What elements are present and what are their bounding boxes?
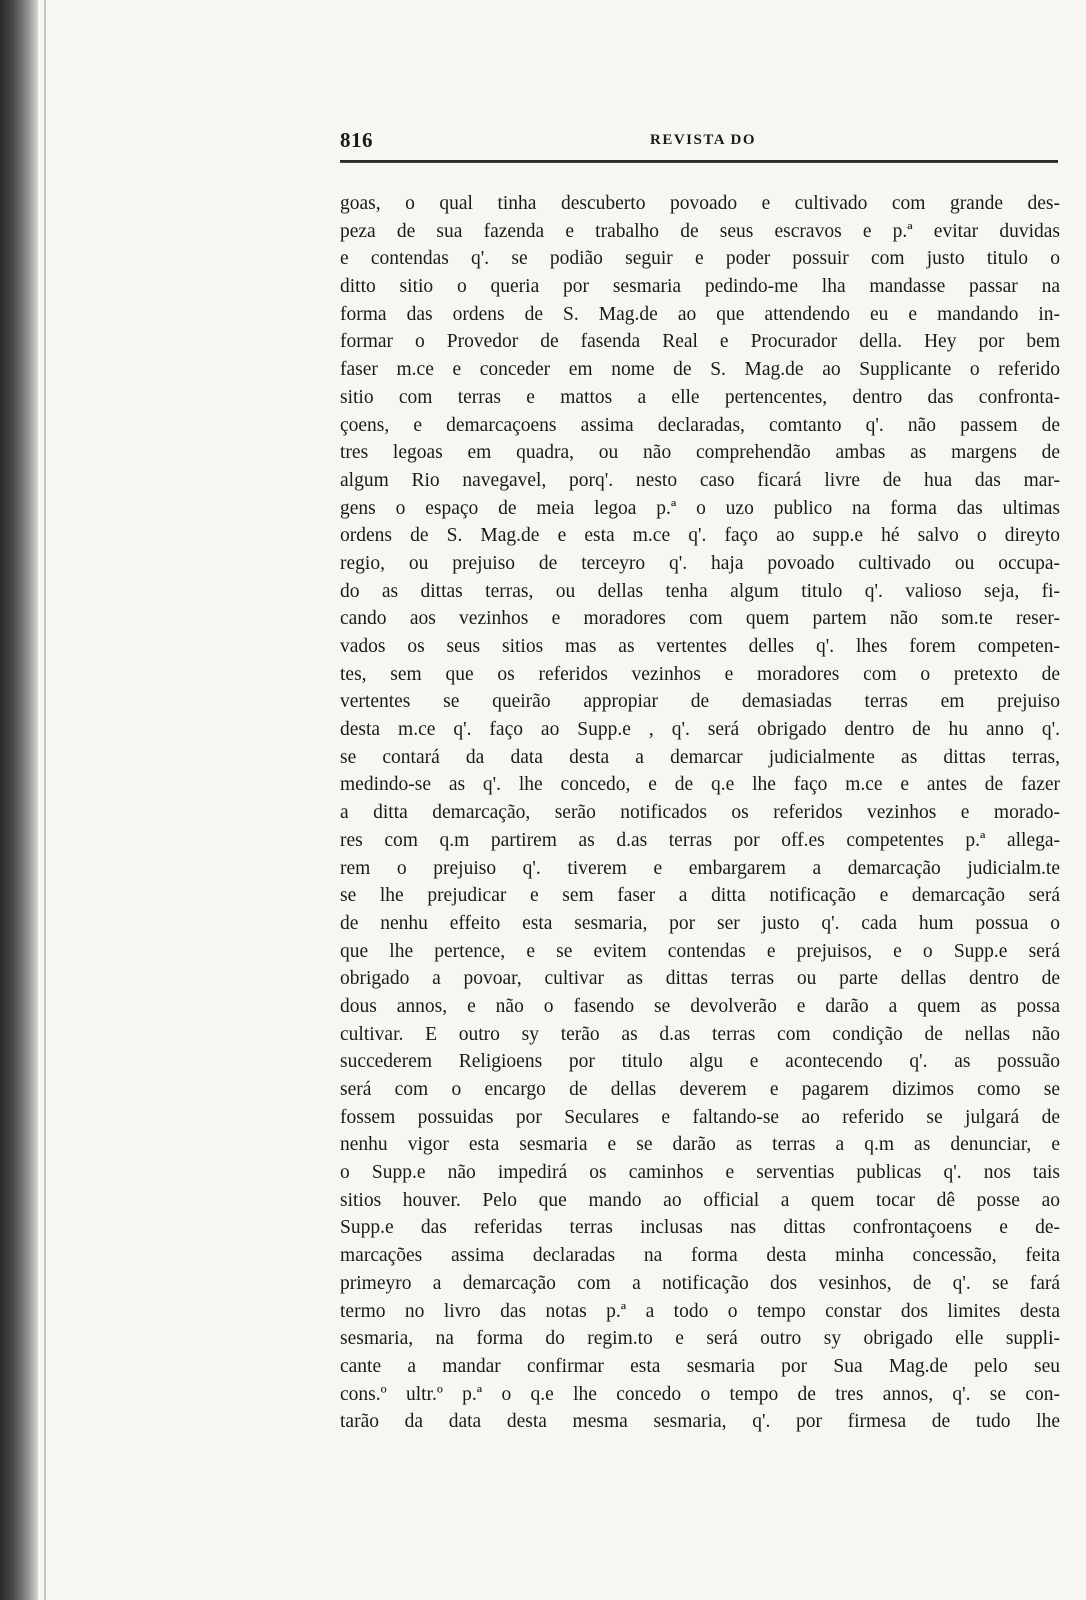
text-line: será com o encargo de dellas deverem e pagarem dizimos como se	[340, 1079, 1060, 1100]
text-line: vertentes se queirão appropiar de demasiadas terras em prejuiso	[340, 691, 1060, 713]
text-line: se contará da data desta a demarcar judicialmente as dittas terras,	[340, 746, 1060, 768]
text-line: formar o Provedor de fasenda Real e Procurador della. Hey por bem	[340, 331, 1060, 353]
text-line: do as dittas terras, ou dellas tenha algum titulo q'. valioso seja, fi-	[340, 580, 1060, 602]
text-line: vados os seus sitios mas as vertentes delles q'. lhes forem competen-	[340, 636, 1060, 657]
text-line: tres legoas em quadra, ou não comprehendão ambas as margens de	[340, 442, 1060, 464]
text-line: termo no livro das notas p.ª a todo o tempo constar dos limites desta	[340, 1300, 1060, 1322]
text-line: cons.º ultr.º p.ª o q.e lhe concedo o tempo de tres annos, q'. se con-	[340, 1383, 1060, 1405]
body-text	[340, 190, 1060, 1436]
text-line: desta m.ce q'. faço ao Supp.e , q'. será obrigado dentro de hu anno q'.	[340, 719, 1060, 741]
text-line: sitio com terras e mattos a elle pertencentes, dentro das confronta-	[340, 386, 1060, 408]
text-line: nenhu vigor esta sesmaria e se darão as terras a q.m as denunciar, e	[340, 1134, 1060, 1156]
text-line: medindo-se as q'. lhe concedo, e de q.e lhe faço m.ce e antes de fazer	[340, 774, 1060, 796]
text-line: marcações assima declaradas na forma desta minha concessão, feita	[340, 1245, 1060, 1267]
text-line: dous annos, e não o fasendo se devolverão e darão a quem as possa	[340, 995, 1060, 1017]
text-line: tes, sem que os referidos vezinhos e moradores com o pretexto de	[340, 663, 1060, 685]
text-line: goas, o qual tinha descuberto povoado e cultivado com grande des-	[340, 193, 1060, 214]
text-line: e contendas q'. se podião seguir e poder possuir com justo titulo o	[340, 248, 1060, 270]
running-head: REVISTA DO	[650, 132, 756, 148]
text-line: cultivar. E outro sy terão as d.as terras com condição de nellas não	[340, 1023, 1060, 1045]
text-line: cando aos vezinhos e moradores com quem partem não som.te reser-	[340, 608, 1060, 630]
text-line: sesmaria, na forma do regim.to e será outro sy obrigado elle suppli-	[340, 1328, 1060, 1350]
text-line: çoens, e demarcaçoens assima declaradas, comtanto q'. não passem de	[340, 414, 1060, 436]
text-line: que lhe pertence, e se evitem contendas e prejuisos, e o Supp.e será	[340, 940, 1060, 962]
text-line: forma das ordens de S. Mag.de ao que attendendo eu e mandando in-	[340, 303, 1060, 325]
header-rule	[340, 160, 1058, 163]
text-line: res com q.m partirem as d.as terras por off.es competentes p.ª allega-	[340, 829, 1060, 851]
text-line: cante a mandar confirmar esta sesmaria por Sua Mag.de pelo seu	[340, 1355, 1060, 1377]
text-line: tarão da data desta mesma sesmaria, q'. por firmesa de tudo lhe	[340, 1411, 1060, 1433]
text-line: succederem Religioens por titulo algu e acontecendo q'. as possuão	[340, 1051, 1060, 1073]
text-line: a ditta demarcação, serão notificados os referidos vezinhos e morado-	[340, 802, 1060, 824]
text-line: ditto sitio o queria por sesmaria pedindo-me lha mandasse passar na	[340, 276, 1060, 298]
text-line: fossem possuidas por Seculares e faltando-se ao referido se julgará de	[340, 1106, 1060, 1128]
text-line: sitios houver. Pelo que mando ao official a quem tocar dê posse ao	[340, 1189, 1060, 1211]
text-line: de nenhu effeito esta sesmaria, por ser justo q'. cada hum possua o	[340, 912, 1060, 934]
gutter-line	[44, 0, 46, 1600]
text-line: ordens de S. Mag.de e esta m.ce q'. faço ao supp.e hé salvo o direyto	[340, 525, 1060, 547]
page-number: 816	[340, 128, 373, 152]
text-line: obrigado a povoar, cultivar as dittas terras ou parte dellas dentro de	[340, 968, 1060, 990]
text-line: faser m.ce e conceder em nome de S. Mag.de ao Supplicante o referido	[340, 359, 1060, 381]
book-binding-edge	[0, 0, 38, 1600]
text-line: rem o prejuiso q'. tiverem e embargarem a demarcação judicialm.te	[340, 857, 1060, 879]
text-line: se lhe prejudicar e sem faser a ditta notificação e demarcação será	[340, 885, 1060, 907]
text-line: peza de sua fazenda e trabalho de seus escravos e p.ª evitar duvidas	[340, 220, 1060, 242]
text-line: o Supp.e não impedirá os caminhos e serventias publicas q'. nos tais	[340, 1162, 1060, 1184]
text-line: regio, ou prejuiso de terceyro q'. haja povoado cultivado ou occupa-	[340, 552, 1060, 574]
text-line: algum Rio navegavel, porq'. nesto caso ficará livre de hua das mar-	[340, 469, 1060, 491]
text-line: gens o espaço de meia legoa p.ª o uzo publico na forma das ultimas	[340, 497, 1060, 519]
text-line: primeyro a demarcação com a notificação dos vesinhos, de q'. se fará	[340, 1272, 1060, 1294]
text-line: Supp.e das referidas terras inclusas nas dittas confrontaçoens e de-	[340, 1217, 1060, 1239]
